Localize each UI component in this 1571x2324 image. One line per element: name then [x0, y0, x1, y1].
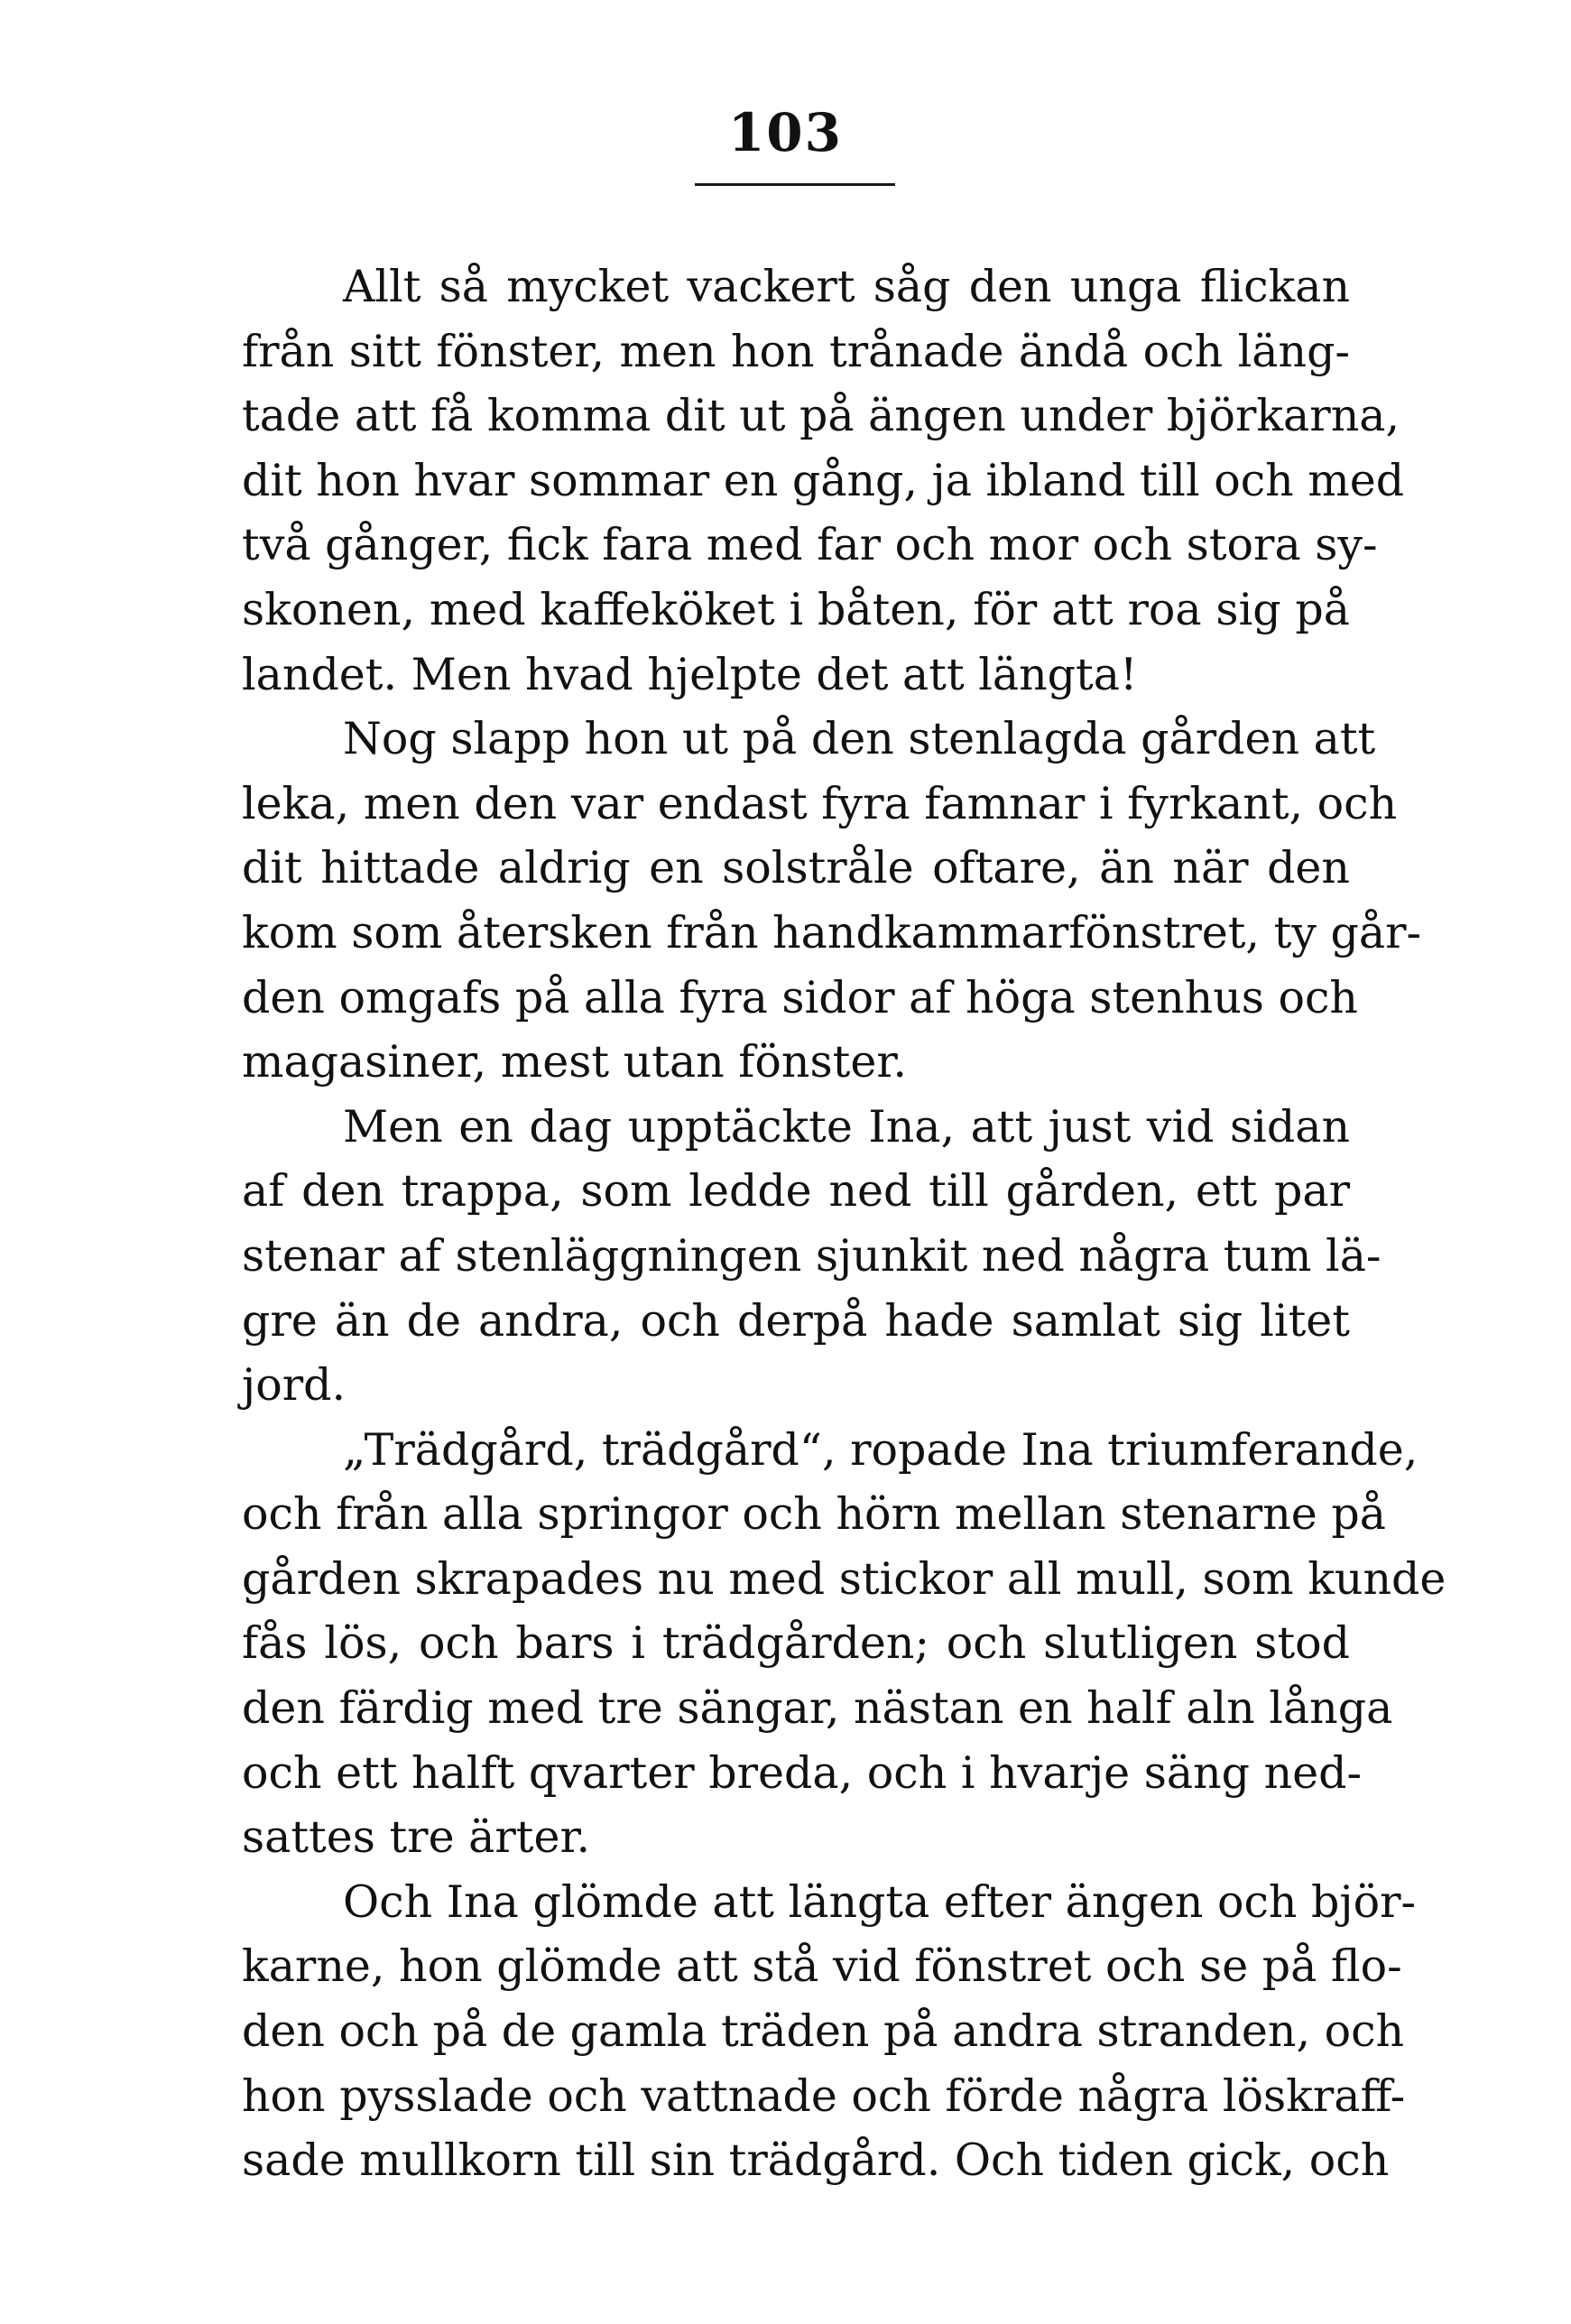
text-line: den omgafs på alla fyra sidor af höga stenhus och — [242, 971, 1358, 1023]
text-line: två gånger, fick fara med far och mor och stora sy- — [242, 519, 1378, 571]
text-line: karne, hon glömde att stå vid fönstret och se på flo- — [242, 1940, 1402, 1993]
text-line: stenar af stenläggningen sjunkit ned några tum lä- — [242, 1229, 1382, 1282]
text-line: kom som återsken från handkammarfönstret, ty går- — [242, 906, 1422, 958]
text-line: och från alla springor och hörn mellan stenarne på — [242, 1488, 1386, 1541]
text-line: och ett halft qvarter breda, och i hvarje säng ned- — [242, 1746, 1363, 1799]
text-line: landet. Men hvad hjelpte det att längta! — [242, 648, 1138, 700]
text-line: från sitt fönster, men hon trånade ändå och läng- — [242, 325, 1350, 377]
text-line: sattes tre ärter. — [242, 1811, 591, 1864]
text-line: gre än de andra, och derpå hade samlat sig litet — [242, 1294, 1350, 1347]
text-line: magasiner, mest utan fönster. — [242, 1036, 907, 1088]
text-line: af den trappa, som ledde ned till gården, ett par — [242, 1165, 1350, 1218]
text-line: skonen, med kaffeköket i båten, för att roa sig på — [242, 583, 1350, 635]
text-line: Men en dag upptäckte Ina, att just vid sidan — [343, 1100, 1350, 1153]
text-line: Och Ina glömde att längta efter ängen och björ- — [343, 1875, 1417, 1928]
page-number: 103 — [727, 102, 844, 163]
text-line: dit hon hvar sommar en gång, ja ibland till och med — [242, 454, 1405, 506]
header-rule — [695, 183, 895, 186]
text-line: Nog slapp hon ut på den stenlagda gården att — [343, 713, 1376, 765]
text-line: dit hittade aldrig en solstråle oftare, än när den — [242, 842, 1350, 894]
text-line: tade att få komma dit ut på ängen under björkarna, — [242, 390, 1400, 442]
text-line: Allt så mycket vackert såg den unga flickan — [343, 261, 1350, 312]
text-line: gården skrapades nu med stickor all mull, som kunde — [242, 1552, 1446, 1605]
text-line: fås lös, och bars i trädgården; och slutligen stod — [242, 1617, 1350, 1670]
body-text — [242, 255, 1446, 2193]
text-line: den färdig med tre sängar, nästan en half aln långa — [242, 1682, 1393, 1735]
text-line: „Trädgård, trädgård“, ropade Ina triumferande, — [343, 1423, 1419, 1476]
text-line: den och på de gamla träden på andra stranden, och — [242, 2005, 1405, 2058]
text-line: hon pysslade och vattnade och förde några löskraff- — [242, 2069, 1406, 2122]
text-line: leka, men den var endast fyra famnar i fyrkant, och — [242, 777, 1398, 829]
text-line: sade mullkorn till sin trädgård. Och tiden gick, och — [242, 2134, 1390, 2187]
text-line: jord. — [242, 1359, 347, 1412]
